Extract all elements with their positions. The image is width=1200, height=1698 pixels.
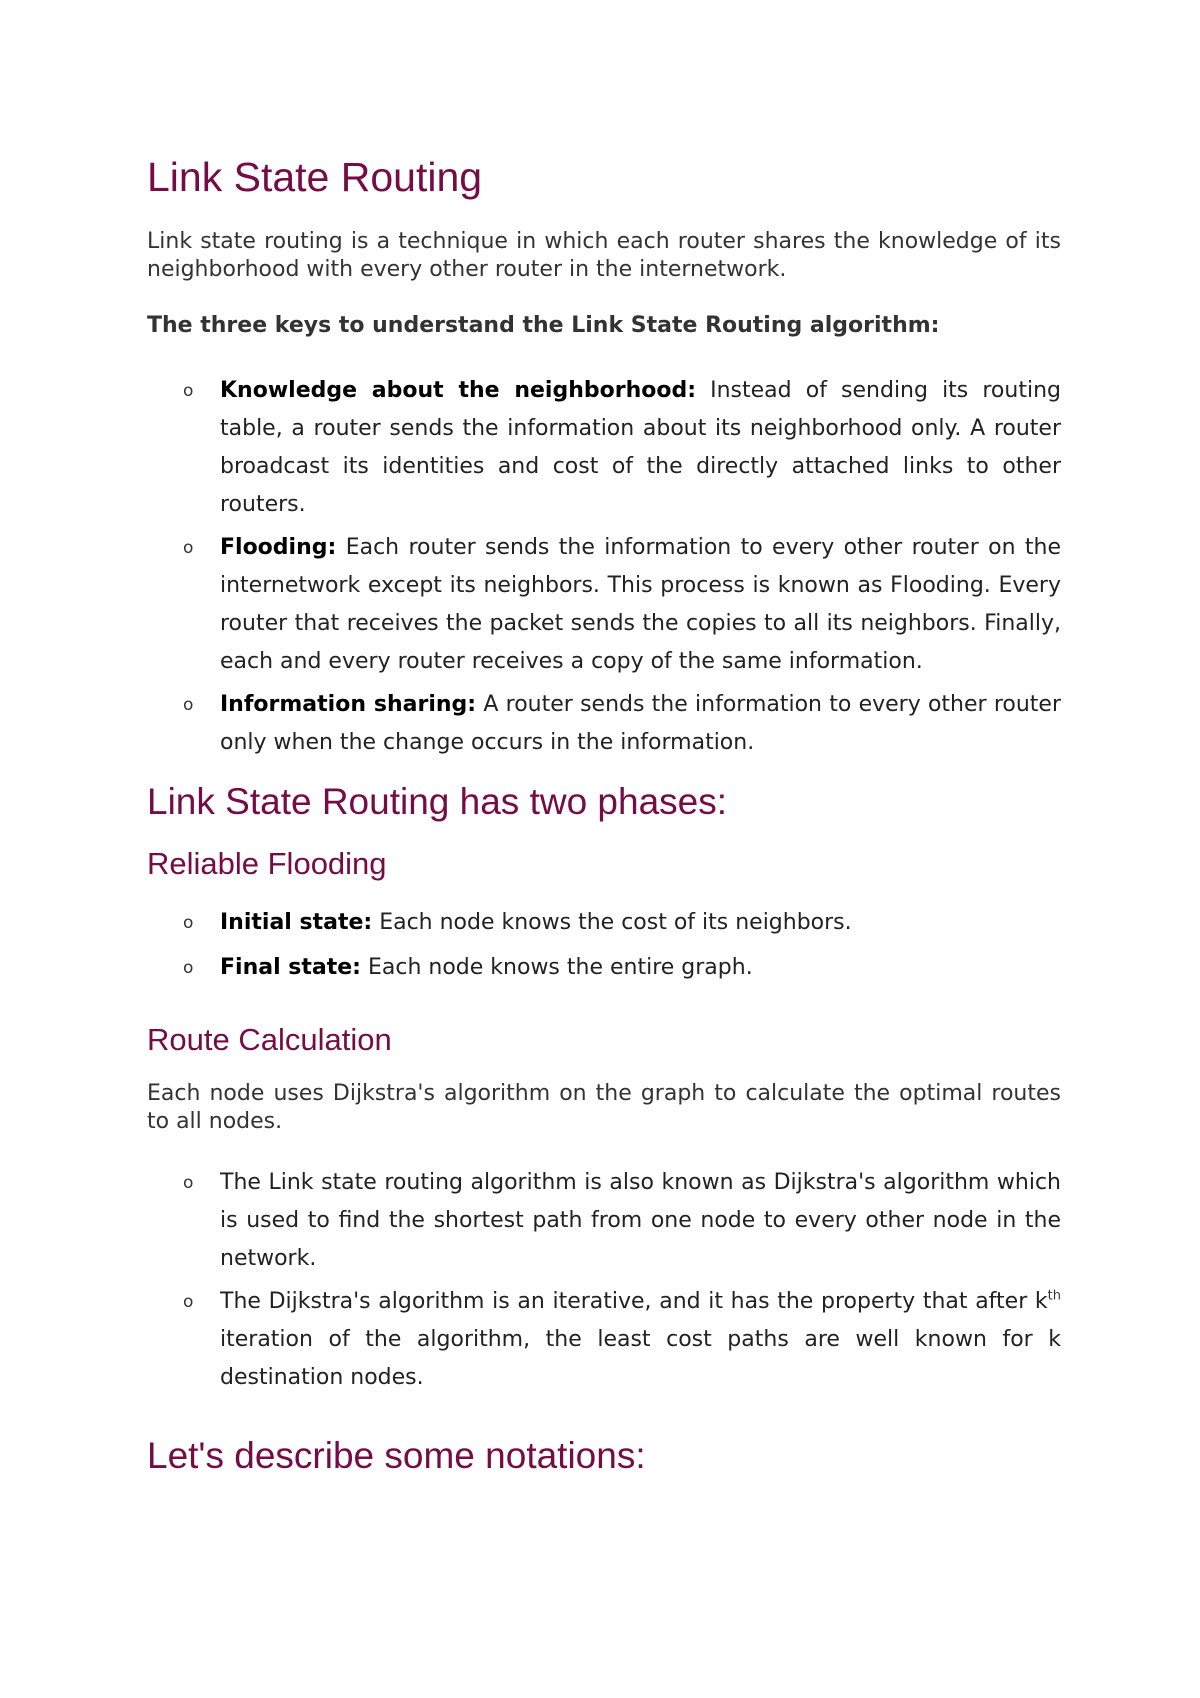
keys-title: The three keys to understand the Link State Routing algorithm: [147, 313, 940, 338]
item-label: Initial state: [220, 910, 373, 935]
page-title: Link State Routing [147, 154, 483, 200]
keys-list [147, 372, 1061, 762]
item-text: The Link state routing algorithm is also known as Dijkstra's algorithm which is used to find the shortest path from one node to every other node in the network. [220, 1170, 1061, 1271]
item-text: Instead of sending its routing table, a router sends the information about its neighborhood only. A router broadcast its identities and cost of the directly attached links to other routers. [220, 378, 1061, 517]
bullet-marker: o [183, 381, 194, 401]
intro-paragraph: Link state routing is a technique in which each router shares the knowledge of its neighborhood with every other router in the internetwork. [147, 229, 1061, 282]
bullet-marker: o [183, 695, 194, 715]
bullet-marker: o [183, 1173, 194, 1193]
item-text-start: The Dijkstra's algorithm is an iterative, and it has the property that after k [220, 1289, 1048, 1314]
phases-heading: Link State Routing has two phases: [147, 781, 728, 822]
route-calculation-heading: Route Calculation [147, 1022, 392, 1057]
list-item [147, 1283, 1061, 1397]
document-page [147, 150, 1061, 1498]
item-label: Information sharing: [220, 692, 477, 717]
item-text: Each node knows the entire graph. [367, 955, 753, 980]
list-item [147, 529, 1061, 681]
superscript-th: th [1047, 1288, 1061, 1304]
bullet-marker: o [183, 913, 194, 933]
flooding-states-list [147, 904, 1061, 987]
item-text: A router sends the information to every other router only when the change occurs in the information. [220, 692, 1061, 755]
item-text-end: iteration of the algorithm, the least cost paths are well known for k destination nodes. [220, 1327, 1061, 1390]
bullet-marker: o [183, 538, 194, 558]
reliable-flooding-heading: Reliable Flooding [147, 846, 387, 881]
item-label: Knowledge about the neighborhood: [220, 378, 697, 403]
list-item [147, 372, 1061, 524]
notations-heading: Let's describe some notations: [147, 1435, 646, 1476]
route-calculation-paragraph: Each node uses Dijkstra's algorithm on the graph to calculate the optimal routes to all nodes. [147, 1081, 1061, 1134]
item-text: Each router sends the information to every other router on the internetwork except its neighbors. This process is known as Flooding. Every router that receives the packet sends the copies to all its neighbors. Finally, each and every router receives a copy of the same information. [220, 535, 1062, 674]
item-label: Final state: [220, 955, 361, 980]
item-text: Each node knows the cost of its neighbors. [379, 910, 852, 935]
item-label: Flooding: [220, 535, 337, 560]
bullet-marker: o [183, 958, 194, 978]
bullet-marker: o [183, 1292, 194, 1312]
list-item [147, 949, 1061, 987]
list-item [147, 904, 1061, 942]
dijkstra-list [147, 1164, 1061, 1397]
list-item [147, 686, 1061, 762]
list-item [147, 1164, 1061, 1278]
